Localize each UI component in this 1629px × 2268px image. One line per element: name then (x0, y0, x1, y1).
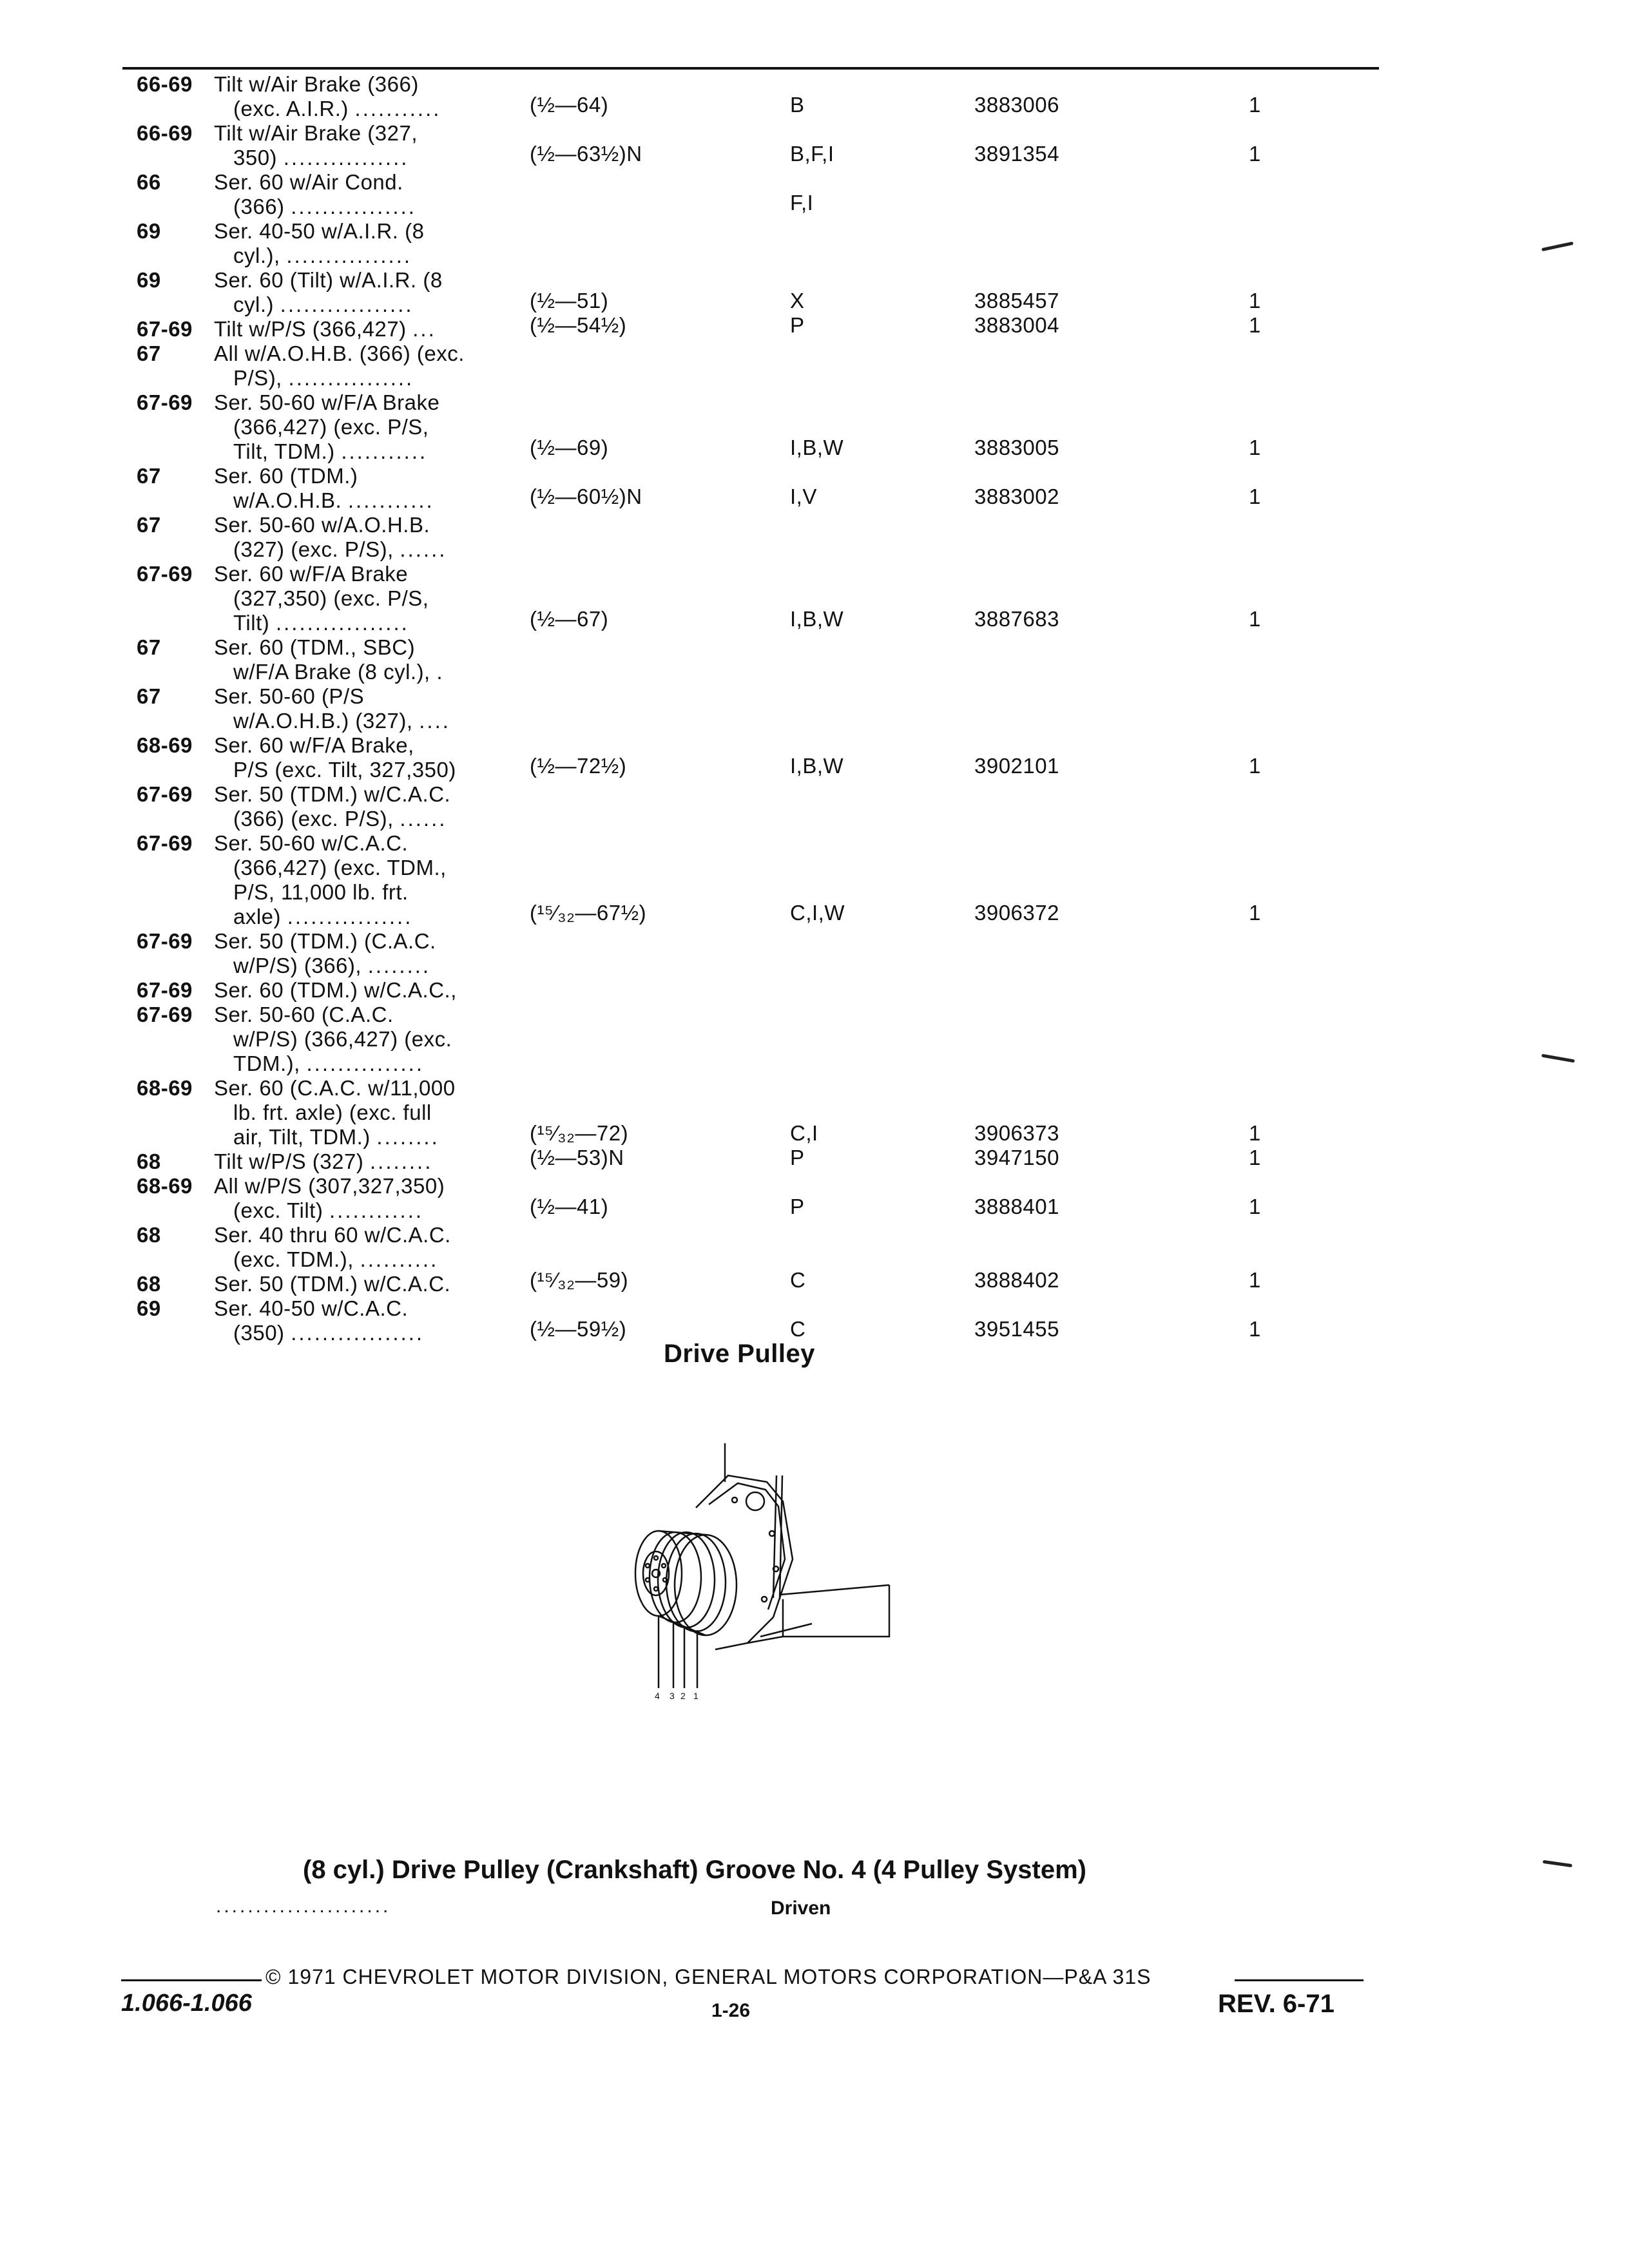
group-number: 1.066-1.066 (121, 1990, 252, 2017)
entry-size: (½—41) (530, 1195, 609, 1218)
leader-dots: . (436, 660, 445, 684)
entry-part-number: 3951455 (974, 1317, 1059, 1341)
leader-dots: ........... (347, 488, 434, 512)
entry-description-line: w/F/A Brake (8 cyl.), . (233, 660, 445, 684)
callout-4: 4 (655, 1691, 660, 1701)
entry-quantity: 1 (1249, 436, 1261, 459)
leader-dots: ................ (283, 146, 409, 169)
entry-size: (¹⁵⁄₃₂—59) (530, 1268, 629, 1292)
section-heading: Drive Pulley (664, 1340, 816, 1368)
entry-size: (½—72½) (530, 754, 627, 778)
entry-quantity: 1 (1249, 313, 1261, 337)
entry-code: I,V (790, 485, 817, 508)
figure-caption: (8 cyl.) Drive Pulley (Crankshaft) Groove No. 4 (4 Pulley System) (303, 1856, 1086, 1884)
entry-description-line: Tilt w/Air Brake (366) (214, 72, 419, 96)
entry-part-number: 3891354 (974, 142, 1059, 166)
entry-description-line: (366,427) (exc. TDM., (233, 856, 447, 879)
entry-description-line: Ser. 60 (TDM.) (214, 464, 358, 488)
entry-year: 67-69 (137, 317, 193, 341)
entry-code: I,B,W (790, 754, 844, 778)
caption-leader-dots: ...................... (216, 1896, 391, 1917)
entry-description-line: (exc. A.I.R.) ........... (233, 97, 441, 120)
callout-1: 1 (693, 1691, 699, 1701)
entry-year: 67-69 (137, 929, 193, 953)
leader-dots: ................ (287, 905, 413, 928)
entry-quantity: 1 (1249, 901, 1261, 925)
entry-quantity: 1 (1249, 754, 1261, 778)
entry-part-number: 3887683 (974, 607, 1059, 631)
entry-part-number: 3883004 (974, 313, 1059, 337)
entry-part-number: 3888401 (974, 1195, 1059, 1218)
entry-description-line: w/A.O.H.B. ........... (233, 488, 434, 512)
entry-description-line: (366) (exc. P/S), ...... (233, 807, 447, 831)
entry-size: (½—69) (530, 436, 609, 459)
entry-description-line: TDM.), ............... (233, 1052, 425, 1075)
leader-dots: ................. (291, 1321, 425, 1345)
entry-description-line: P/S), ................ (233, 366, 414, 390)
entry-description-line: Ser. 60 (C.A.C. w/11,000 (214, 1076, 456, 1100)
leader-dots: ................ (286, 244, 412, 267)
entry-description-line: Ser. 60 (Tilt) w/A.I.R. (8 (214, 268, 443, 292)
entry-part-number: 3885457 (974, 289, 1059, 312)
entry-year: 68-69 (137, 1076, 193, 1100)
entry-year: 67-69 (137, 978, 193, 1002)
entry-year: 67-69 (137, 390, 193, 414)
entry-year: 67 (137, 513, 161, 537)
entry-year: 66-69 (137, 72, 193, 96)
leader-dots: .......... (360, 1247, 439, 1271)
leader-dots: ........ (376, 1125, 439, 1149)
leader-dots: ... (412, 317, 436, 341)
entry-part-number: 3888402 (974, 1268, 1059, 1292)
entry-description-line: cyl.), ................ (233, 244, 412, 267)
entry-description-line: (327,350) (exc. P/S, (233, 586, 429, 610)
entry-description-line: All w/P/S (307,327,350) (214, 1174, 445, 1198)
copyright-notice: © 1971 CHEVROLET MOTOR DIVISION, GENERAL MOTORS CORPORATION—P&A 31S (265, 1965, 1152, 1988)
page-number: 1-26 (711, 2000, 751, 2021)
entry-description-line: Ser. 40-50 w/C.A.C. (214, 1296, 409, 1320)
entry-description-line: Ser. 50 (TDM.) (C.A.C. (214, 929, 436, 953)
entry-year: 67-69 (137, 1003, 193, 1026)
entry-description-line: Ser. 60 w/Air Cond. (214, 170, 403, 194)
entry-description-line: w/A.O.H.B.) (327), .... (233, 709, 450, 733)
entry-size: (½—67) (530, 607, 609, 631)
entry-quantity: 1 (1249, 289, 1261, 312)
entry-size: (½—64) (530, 93, 609, 117)
entry-size: (½—54½) (530, 313, 627, 337)
entry-description-line: Ser. 60 (TDM.) w/C.A.C., (214, 978, 457, 1002)
entry-description-line: Ser. 40-50 w/A.I.R. (8 (214, 219, 425, 243)
entry-description-line: (exc. Tilt) ............ (233, 1198, 424, 1222)
entry-size: (½—63½)N (530, 142, 642, 166)
caption-subtitle: Driven (771, 1898, 831, 1919)
entry-description-line: Tilt w/Air Brake (327, (214, 121, 418, 145)
entry-description-line: (366,427) (exc. P/S, (233, 415, 429, 439)
entry-quantity: 1 (1249, 1146, 1261, 1169)
entry-code: F,I (790, 191, 814, 215)
entry-part-number: 3947150 (974, 1146, 1059, 1169)
pulley-drawing (619, 1430, 915, 1714)
entry-part-number: 3906373 (974, 1121, 1059, 1145)
entry-description-line: Ser. 60 (TDM., SBC) (214, 635, 416, 659)
entry-year: 67 (137, 684, 161, 708)
leader-dots: ................ (291, 195, 416, 218)
entry-description-line: P/S, 11,000 lb. frt. (233, 880, 409, 904)
entry-code: P (790, 313, 805, 337)
entry-year: 67-69 (137, 782, 193, 806)
entry-description-line: Tilt) ................. (233, 611, 409, 635)
entry-description-line: Ser. 50-60 (C.A.C. (214, 1003, 394, 1026)
leader-dots: ........... (354, 97, 441, 120)
entry-year: 66 (137, 170, 161, 194)
revision-label: REV. 6-71 (1218, 1990, 1335, 2018)
entry-year: 67 (137, 341, 161, 365)
entry-code: B,F,I (790, 142, 834, 166)
entry-year: 68 (137, 1223, 161, 1247)
entry-description-line: (exc. TDM.), .......... (233, 1247, 439, 1271)
entry-description-line: 350) ................ (233, 146, 409, 169)
entry-quantity: 1 (1249, 1195, 1261, 1218)
leader-dots: ...... (400, 807, 447, 831)
entry-code: C,I (790, 1121, 818, 1145)
entry-description-line: Ser. 50-60 w/F/A Brake (214, 390, 440, 414)
entry-code: X (790, 289, 805, 312)
entry-year: 69 (137, 1296, 161, 1320)
entry-year: 68-69 (137, 1174, 193, 1198)
entry-description-line: Ser. 50-60 w/C.A.C. (214, 831, 409, 855)
entry-part-number: 3906372 (974, 901, 1059, 925)
leader-dots: ................. (275, 611, 409, 635)
leader-dots: ........ (370, 1149, 433, 1173)
entry-description-line: axle) ................ (233, 905, 413, 928)
entry-quantity: 1 (1249, 485, 1261, 508)
drive-pulley-illustration (619, 1430, 915, 1714)
entry-part-number: 3902101 (974, 754, 1059, 778)
leader-dots: ........... (341, 439, 428, 463)
entry-code: C,I,W (790, 901, 845, 925)
footer-rule-left (121, 1979, 262, 1981)
entry-quantity: 1 (1249, 607, 1261, 631)
leader-dots: .... (419, 709, 450, 733)
entry-size: (¹⁵⁄₃₂—67½) (530, 901, 647, 925)
entry-description-line: lb. frt. axle) (exc. full (233, 1100, 432, 1124)
entry-description-line: w/P/S) (366,427) (exc. (233, 1027, 452, 1051)
entry-year: 67-69 (137, 831, 193, 855)
entry-year: 67 (137, 464, 161, 488)
footer-rule-right (1235, 1979, 1364, 1981)
entry-size: (½—59½) (530, 1317, 627, 1341)
entry-description-line: Ser. 50 (TDM.) w/C.A.C. (214, 782, 451, 806)
entry-code: C (790, 1317, 806, 1341)
entry-year: 66-69 (137, 121, 193, 145)
entry-description-line: Ser. 40 thru 60 w/C.A.C. (214, 1223, 451, 1247)
entry-description-line: Ser. 50 (TDM.) w/C.A.C. (214, 1272, 451, 1296)
entry-size: (½—53)N (530, 1146, 624, 1169)
leader-dots: ............ (329, 1198, 424, 1222)
entry-description-line: (366) ................ (233, 195, 416, 218)
entry-quantity: 1 (1249, 1121, 1261, 1145)
entry-year: 67-69 (137, 562, 193, 586)
entry-description-line: (350) ................. (233, 1321, 425, 1345)
scan-mark (1543, 1860, 1572, 1867)
entry-part-number: 3883005 (974, 436, 1059, 459)
entry-description-line: Ser. 50-60 w/A.O.H.B. (214, 513, 430, 537)
entry-code: B (790, 93, 805, 117)
callout-3: 3 (670, 1691, 675, 1701)
entry-code: I,B,W (790, 607, 844, 631)
entry-quantity: 1 (1249, 142, 1261, 166)
entry-description-line: w/P/S) (366), ........ (233, 954, 431, 977)
leader-dots: ........ (367, 954, 431, 977)
entry-year: 69 (137, 268, 161, 292)
entry-size: (¹⁵⁄₃₂—72) (530, 1121, 629, 1145)
entry-year: 68 (137, 1149, 161, 1173)
entry-code: P (790, 1146, 805, 1169)
entry-size: (½—51) (530, 289, 609, 312)
entry-code: P (790, 1195, 805, 1218)
entry-year: 68-69 (137, 733, 193, 757)
entry-year: 68 (137, 1272, 161, 1296)
entry-part-number: 3883002 (974, 485, 1059, 508)
entry-description-line: (327) (exc. P/S), ...... (233, 537, 447, 561)
entry-description-line: air, Tilt, TDM.) ........ (233, 1125, 439, 1149)
entry-description-line: Ser. 50-60 (P/S (214, 684, 365, 708)
entry-part-number: 3883006 (974, 93, 1059, 117)
leader-dots: ................. (280, 293, 414, 316)
entry-description-line: Tilt, TDM.) ........... (233, 439, 428, 463)
entry-year: 67 (137, 635, 161, 659)
leader-dots: ............... (306, 1052, 425, 1075)
entry-description-line: Ser. 60 w/F/A Brake, (214, 733, 414, 757)
leader-dots: ................ (288, 366, 414, 390)
entry-description-line: cyl.) ................. (233, 293, 414, 316)
entry-code: C (790, 1268, 806, 1292)
entry-description-line: Tilt w/P/S (327) ........ (214, 1149, 433, 1173)
entry-size: (½—60½)N (530, 485, 642, 508)
entry-code: I,B,W (790, 436, 844, 459)
entry-quantity: 1 (1249, 1317, 1261, 1341)
entry-description-line: Ser. 60 w/F/A Brake (214, 562, 409, 586)
entry-description-line: Tilt w/P/S (366,427) ... (214, 317, 436, 341)
leader-dots: ...... (400, 537, 447, 561)
entry-quantity: 1 (1249, 1268, 1261, 1292)
entry-year: 69 (137, 219, 161, 243)
entry-quantity: 1 (1249, 93, 1261, 117)
entry-description-line: All w/A.O.H.B. (366) (exc. (214, 341, 465, 365)
entry-description-line: P/S (exc. Tilt, 327,350) (233, 758, 456, 782)
callout-2: 2 (680, 1691, 686, 1701)
